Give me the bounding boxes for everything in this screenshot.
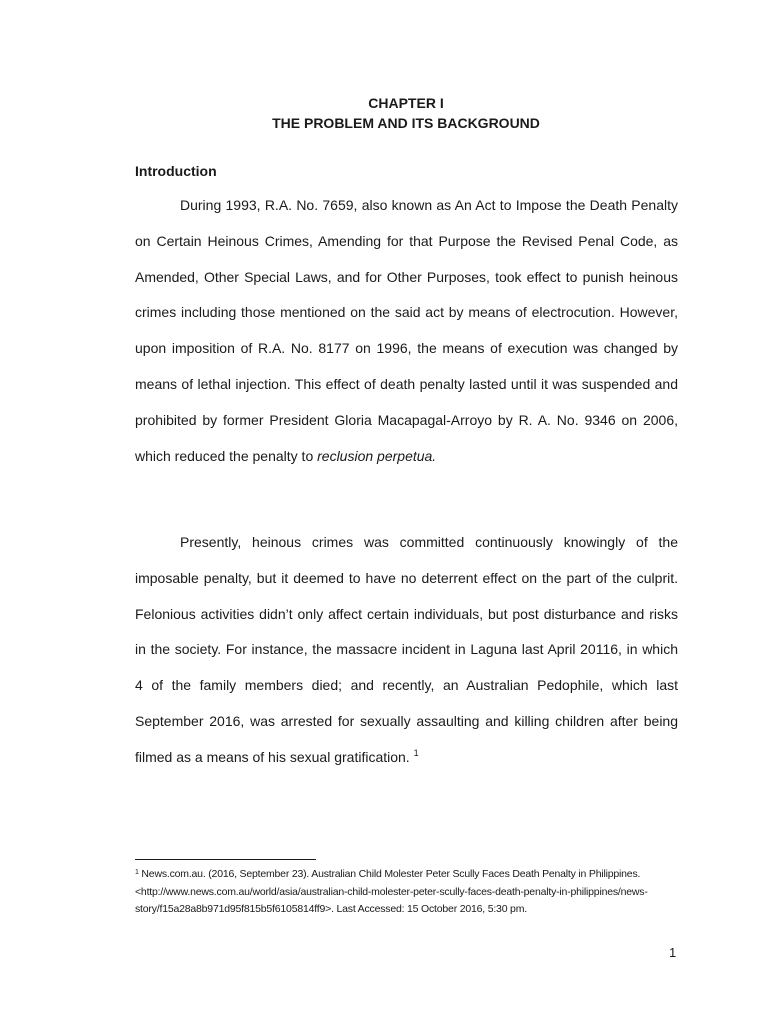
section-heading: Introduction <box>135 163 217 179</box>
paragraph-2 <box>135 525 678 776</box>
chapter-header <box>0 93 768 133</box>
paragraph-1 <box>135 188 678 474</box>
chapter-title: THE PROBLEM AND ITS BACKGROUND <box>272 115 540 131</box>
footnote-reference[interactable]: 1 <box>413 747 419 758</box>
page-number: 1 <box>669 945 677 960</box>
chapter-number: CHAPTER I <box>368 95 444 111</box>
paragraph-1-text: During 1993, R.A. No. 7659, also known as An Act to Impose the Death Penalty on Certain Heinous Crimes, Amending for that Purpose the Revised Penal Code, as Amended, Other Special Laws, and for Other Purposes, took effect to punish heinous crimes including those mentioned on the said act by means of electrocution. However, upon imposition of R.A. No. 8177 on 1996, the means of execution was changed by means of lethal injection. This effect of death penalty lasted until it was suspended and prohibited by former President Gloria Macapagal-Arroyo by R. A. No. 9346 on 2006, which reduced the penalty to <box>135 197 678 464</box>
footnote-marker: 1 <box>135 869 139 876</box>
footnote-text: News.com.au. (2016, September 23). Australian Child Molester Peter Scully Faces Death Penalty in Philippines. <http://www.news.com.au/world/asia/australian-child-molester-peter-scully-faces-death-penalty-in-philippines/news-story/f15a28a8b971d95f815b5f6105814ff9>. Last Accessed: 15 October 2016, 5:30 pm. <box>135 868 648 915</box>
paragraph-2-text: Presently, heinous crimes was committed continuously knowingly of the imposable penalty, but it deemed to have no deterrent effect on the part of the culprit. Felonious activities didn’t only affect certain individuals, but post disturbance and risks in the society. For instance, the massacre incident in Laguna last April 20116, in which 4 of the family members died; and recently, an Australian Pedophile, which last September 2016, was arrested for sexually assaulting and killing children after being filmed as a means of his sexual gratification. <box>135 534 678 765</box>
paragraph-1-italic-term: reclusion perpetua. <box>317 447 437 464</box>
footnote <box>135 866 683 919</box>
footnote-separator <box>135 859 316 860</box>
